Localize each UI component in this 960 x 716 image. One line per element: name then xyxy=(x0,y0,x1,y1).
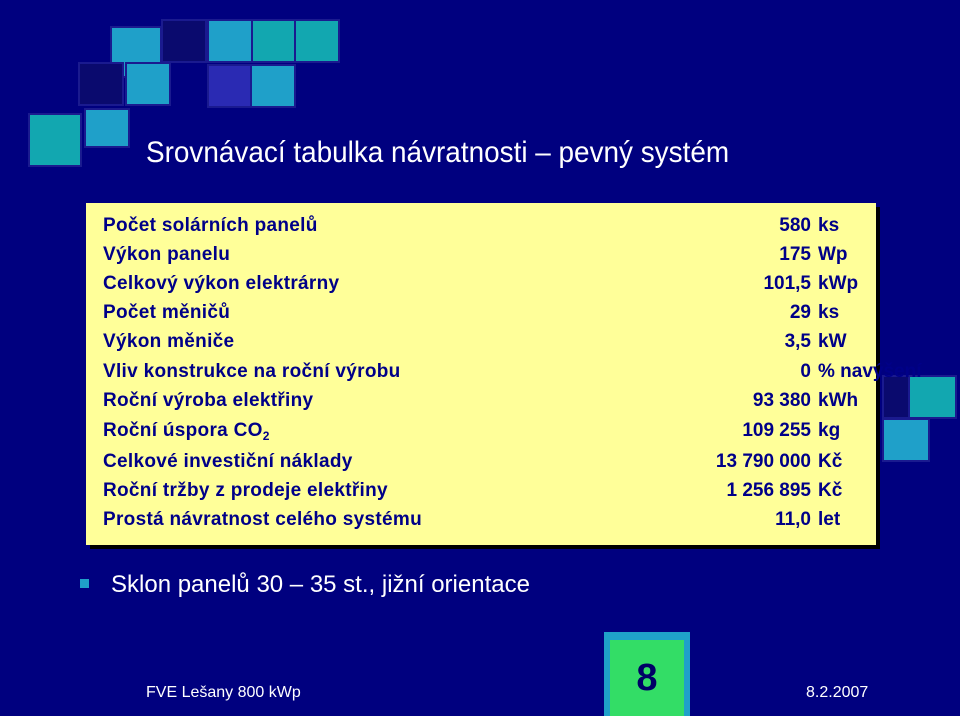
row-unit: kg xyxy=(818,420,841,441)
table-row xyxy=(86,390,876,418)
row-label: Výkon panelu xyxy=(103,244,231,265)
row-unit: Kč xyxy=(818,451,843,472)
row-value: 175 xyxy=(779,244,811,265)
square-bullet-icon xyxy=(80,579,89,588)
row-value: 3,5 xyxy=(784,331,811,352)
table-row xyxy=(86,361,922,389)
decor-square xyxy=(161,19,207,63)
decor-square xyxy=(207,19,253,63)
table-row xyxy=(86,273,876,301)
row-unit: ks xyxy=(818,215,840,236)
table-row xyxy=(86,420,876,448)
slide-title: Srovnávací tabulka návratnosti – pevný systém xyxy=(146,136,730,169)
decor-square xyxy=(250,19,296,63)
decor-square xyxy=(125,62,171,106)
row-label: Celkové investiční náklady xyxy=(103,451,353,472)
footer-title: FVE Lešany 800 kWp xyxy=(146,684,301,701)
table-row xyxy=(86,331,876,359)
table-row xyxy=(86,509,876,537)
row-unit: Wp xyxy=(818,244,848,265)
row-label: Prostá návratnost celého systému xyxy=(103,509,422,530)
row-value: 109 255 xyxy=(742,420,811,441)
row-label-subscript: 2 xyxy=(262,429,270,443)
row-value: 1 256 895 xyxy=(726,480,811,501)
decor-square xyxy=(28,113,82,167)
row-label: Počet měničů xyxy=(103,302,231,323)
row-value: 580 xyxy=(779,215,811,236)
row-label: Roční výroba elektřiny xyxy=(103,390,314,411)
decor-square xyxy=(78,62,124,106)
table-row xyxy=(86,451,876,479)
decor-square xyxy=(84,108,130,148)
row-label: Výkon měniče xyxy=(103,331,235,352)
bullet-text: Sklon panelů 30 – 35 st., jižní orientace xyxy=(111,571,530,598)
row-value: 13 790 000 xyxy=(715,451,811,472)
table-row xyxy=(86,244,876,272)
page-number: 8 xyxy=(610,640,684,716)
data-table-panel xyxy=(86,203,922,545)
row-value: 0 xyxy=(800,361,811,382)
row-label-text: Roční úspora CO xyxy=(103,420,263,441)
footer-date: 8.2.2007 xyxy=(806,684,869,701)
row-value: 93 380 xyxy=(752,390,811,411)
row-label: Vliv konstrukce na roční výrobu xyxy=(103,361,401,382)
page-number-box xyxy=(604,632,690,716)
row-unit: kWp xyxy=(818,273,859,294)
bullet-item xyxy=(80,571,530,599)
decor-square xyxy=(207,64,253,108)
row-label: Počet solárních panelů xyxy=(103,215,318,236)
table-row xyxy=(86,480,876,508)
row-unit: ks xyxy=(818,302,840,323)
decor-square xyxy=(882,418,930,462)
row-label: Roční tržby z prodeje elektřiny xyxy=(103,480,388,501)
row-value: 29 xyxy=(789,302,811,323)
decor-square xyxy=(294,19,340,63)
row-value: 101,5 xyxy=(763,273,811,294)
row-label xyxy=(103,420,270,443)
table-row xyxy=(86,302,876,330)
row-unit: let xyxy=(818,509,841,530)
row-value: 11,0 xyxy=(775,509,811,530)
row-unit: kWh xyxy=(818,390,859,411)
decor-square xyxy=(250,64,296,108)
row-unit: kW xyxy=(818,331,847,352)
table-row xyxy=(86,215,876,243)
row-label: Celkový výkon elektrárny xyxy=(103,273,340,294)
row-unit: Kč xyxy=(818,480,843,501)
row-unit: % navýšení xyxy=(818,361,922,382)
